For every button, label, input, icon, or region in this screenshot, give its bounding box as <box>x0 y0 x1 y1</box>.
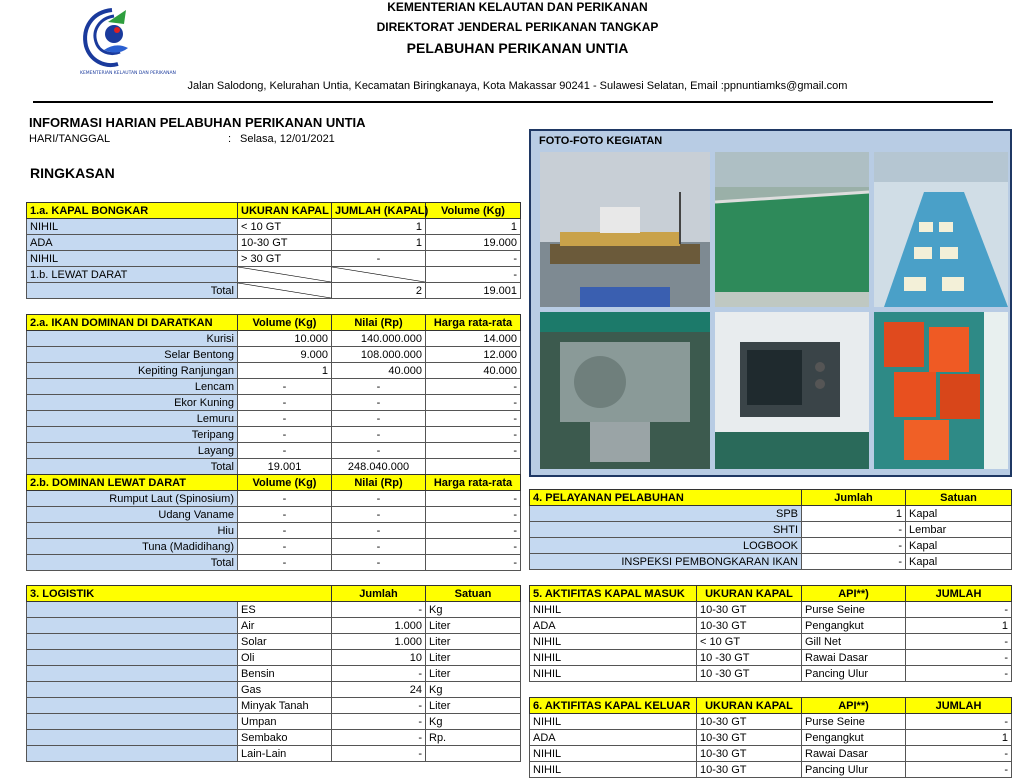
table-cell: < 10 GT <box>697 634 802 650</box>
table-cell: - <box>332 746 426 762</box>
table-cell: 1 <box>332 219 426 235</box>
table-row <box>27 395 521 411</box>
table-row <box>27 443 521 459</box>
table-cell: NIHIL <box>27 251 238 267</box>
table-header-row <box>27 203 521 219</box>
table-cell: Lencam <box>27 379 238 395</box>
header-cell: JUMLAH <box>906 698 1012 714</box>
total-label: Total <box>27 459 238 475</box>
table-cell: NIHIL <box>530 762 697 778</box>
table-cell: 10-30 GT <box>697 714 802 730</box>
table-cell: 40.000 <box>426 363 521 379</box>
table-cell: NIHIL <box>530 746 697 762</box>
table-cell: - <box>332 379 426 395</box>
table-cell: - <box>238 427 332 443</box>
table-cell <box>426 746 521 762</box>
table-cell: 10.000 <box>238 331 332 347</box>
table-cell: Liter <box>426 618 521 634</box>
directorate-name: DIREKTORAT JENDERAL PERIKANAN TANGKAP <box>376 20 659 34</box>
table-row <box>27 602 521 618</box>
table-cell: Kg <box>426 602 521 618</box>
pelayanan-table <box>529 489 1012 570</box>
table-cell: Rawai Dasar <box>802 650 906 666</box>
table-row <box>27 507 521 523</box>
table-cell: - <box>332 602 426 618</box>
diagonal-cell <box>238 267 332 283</box>
table-cell: 1.000 <box>332 634 426 650</box>
blank-cell <box>27 634 238 650</box>
table-cell: - <box>332 251 426 267</box>
table-cell: LOGBOOK <box>530 538 802 554</box>
logo-text: KEMENTERIAN KELAUTAN DAN PERIKANAN <box>80 71 176 76</box>
header-cell: 4. PELAYANAN PELABUHAN <box>530 490 802 506</box>
table-cell: 1.b. LEWAT DARAT <box>27 267 238 283</box>
table-cell: - <box>426 267 521 283</box>
table-row <box>27 331 521 347</box>
header-cell: JUMLAH (KAPAL) <box>332 203 426 219</box>
table-header-row <box>530 698 1012 714</box>
table-cell: Kg <box>426 714 521 730</box>
report-title: INFORMASI HARIAN PELABUHAN PERIKANAN UNTIA <box>29 115 366 130</box>
table-cell <box>426 459 521 475</box>
header-cell: UKURAN KAPAL <box>238 203 332 219</box>
life-jackets-photo-icon <box>874 312 1008 469</box>
table-cell: Purse Seine <box>802 714 906 730</box>
table-cell: 1 <box>906 730 1012 746</box>
kapal-bongkar-table <box>26 202 521 299</box>
table-row <box>530 746 1012 762</box>
table-cell: Solar <box>238 634 332 650</box>
table-cell: Liter <box>426 666 521 682</box>
header-cell: 1.a. KAPAL BONGKAR <box>27 203 238 219</box>
table-cell: INSPEKSI PEMBONGKARAN IKAN <box>530 554 802 570</box>
blank-cell <box>27 602 238 618</box>
table-cell: - <box>802 522 906 538</box>
table-cell: 9.000 <box>238 347 332 363</box>
table-cell: - <box>332 730 426 746</box>
table-row <box>27 267 521 283</box>
table-row <box>27 666 521 682</box>
date-label: HARI/TANGGAL <box>29 133 111 145</box>
fish-finder-photo-icon <box>715 312 869 469</box>
table-cell: - <box>426 491 521 507</box>
total-label: Total <box>27 555 238 571</box>
diagonal-cell <box>332 267 426 283</box>
total-row <box>27 283 521 299</box>
table-cell: Oli <box>238 650 332 666</box>
table-cell: Selar Bentong <box>27 347 238 363</box>
table-header-row <box>27 315 521 331</box>
blank-cell <box>27 618 238 634</box>
ministry-name: KEMENTERIAN KELAUTAN DAN PERIKANAN <box>387 0 648 14</box>
table-cell: Kapal <box>906 538 1012 554</box>
table-row <box>530 650 1012 666</box>
table-row <box>530 618 1012 634</box>
table-cell: - <box>332 507 426 523</box>
table-cell: 19.001 <box>426 283 521 299</box>
table-row <box>27 427 521 443</box>
table-cell: ADA <box>27 235 238 251</box>
header-cell: 2.b. DOMINAN LEWAT DARAT <box>27 475 238 491</box>
table-cell: Pancing Ulur <box>802 666 906 682</box>
table-cell: - <box>906 666 1012 682</box>
table-header-row <box>530 490 1012 506</box>
table-cell: Minyak Tanah <box>238 698 332 714</box>
table-cell: 10-30 GT <box>697 746 802 762</box>
table-cell: - <box>332 427 426 443</box>
table-cell: - <box>238 523 332 539</box>
table-row <box>27 650 521 666</box>
table-cell: Bensin <box>238 666 332 682</box>
dominan-darat-table <box>26 474 521 571</box>
port-name: PELABUHAN PERIKANAN UNTIA <box>406 40 629 56</box>
table-cell: - <box>332 411 426 427</box>
table-cell: - <box>238 491 332 507</box>
table-cell: 40.000 <box>332 363 426 379</box>
table-cell: - <box>906 602 1012 618</box>
table-cell: 10-30 GT <box>697 618 802 634</box>
ikan-dominan-table <box>26 314 521 475</box>
table-cell: < 10 GT <box>238 219 332 235</box>
table-cell: SPB <box>530 506 802 522</box>
table-row <box>530 730 1012 746</box>
table-cell: 248.040.000 <box>332 459 426 475</box>
table-cell: Kapal <box>906 554 1012 570</box>
header-cell: JUMLAH <box>906 586 1012 602</box>
table-cell: Ekor Kuning <box>27 395 238 411</box>
table-cell: Kapal <box>906 506 1012 522</box>
table-header-row <box>27 586 521 602</box>
table-header-row <box>27 475 521 491</box>
logistik-table <box>26 585 521 762</box>
total-row <box>27 459 521 475</box>
table-cell: Lembar <box>906 522 1012 538</box>
table-cell: 10 -30 GT <box>697 650 802 666</box>
table-cell: Pengangkut <box>802 618 906 634</box>
date-value: Selasa, 12/01/2021 <box>240 133 335 145</box>
table-cell: - <box>238 555 332 571</box>
table-row <box>27 539 521 555</box>
table-cell: ES <box>238 602 332 618</box>
blank-cell <box>27 746 238 762</box>
table-cell: - <box>332 395 426 411</box>
photo-panel <box>529 129 1012 477</box>
table-cell: 10-30 GT <box>697 730 802 746</box>
port-address: Jalan Salodong, Kelurahan Untia, Kecamatan Biringkanaya, Kota Makassar 90241 - Sulawesi Selatan, Email :ppnuntiamks@gmail.com <box>187 80 848 92</box>
header-divider <box>33 101 993 103</box>
table-cell: Purse Seine <box>802 602 906 618</box>
table-cell: Liter <box>426 634 521 650</box>
table-cell: 108.000.000 <box>332 347 426 363</box>
header-cell: Harga rata-rata <box>426 315 521 331</box>
table-cell: Rp. <box>426 730 521 746</box>
table-cell: Umpan <box>238 714 332 730</box>
table-cell: - <box>906 714 1012 730</box>
engine-photo-icon <box>540 312 710 469</box>
table-cell: Kurisi <box>27 331 238 347</box>
table-cell: Udang Vaname <box>27 507 238 523</box>
header-cell: Volume (Kg) <box>238 475 332 491</box>
table-row <box>27 491 521 507</box>
table-cell: - <box>332 539 426 555</box>
header-cell: 2.a. IKAN DOMINAN DI DARATKAN <box>27 315 238 331</box>
table-cell: - <box>426 523 521 539</box>
header-cell: Nilai (Rp) <box>332 315 426 331</box>
table-cell: 10-30 GT <box>697 602 802 618</box>
table-cell: - <box>906 746 1012 762</box>
table-row <box>27 379 521 395</box>
table-cell: Liter <box>426 698 521 714</box>
table-cell: - <box>426 539 521 555</box>
table-cell: - <box>802 554 906 570</box>
blank-cell <box>27 650 238 666</box>
diagonal-cell <box>238 283 332 299</box>
blank-cell <box>27 682 238 698</box>
header-cell: UKURAN KAPAL <box>697 586 802 602</box>
table-cell: - <box>426 395 521 411</box>
header-cell: Satuan <box>906 490 1012 506</box>
header-cell: Jumlah <box>802 490 906 506</box>
table-cell: Air <box>238 618 332 634</box>
table-cell: 1 <box>802 506 906 522</box>
blank-cell <box>27 714 238 730</box>
table-row <box>27 363 521 379</box>
table-row <box>27 219 521 235</box>
table-cell: - <box>238 379 332 395</box>
table-cell: ADA <box>530 730 697 746</box>
table-cell: - <box>426 379 521 395</box>
table-cell: 1.000 <box>332 618 426 634</box>
green-cover-photo-icon <box>715 152 869 307</box>
table-row <box>27 682 521 698</box>
table-cell: 1 <box>906 618 1012 634</box>
table-cell: - <box>332 714 426 730</box>
table-row <box>27 523 521 539</box>
header-cell: Volume (Kg) <box>238 315 332 331</box>
header-cell: 5. AKTIFITAS KAPAL MASUK <box>530 586 697 602</box>
photo-panel-title: FOTO-FOTO KEGIATAN <box>539 135 663 147</box>
table-cell: Kg <box>426 682 521 698</box>
summary-heading: RINGKASAN <box>30 165 115 181</box>
table-cell: - <box>238 443 332 459</box>
table-cell: - <box>906 762 1012 778</box>
table-cell: - <box>238 539 332 555</box>
header-cell: Nilai (Rp) <box>332 475 426 491</box>
table-cell: 10 -30 GT <box>697 666 802 682</box>
table-cell: Sembako <box>238 730 332 746</box>
table-row <box>530 634 1012 650</box>
header-cell: Jumlah <box>332 586 426 602</box>
table-cell: Lemuru <box>27 411 238 427</box>
kapal-keluar-table <box>529 697 1012 778</box>
date-separator: : <box>228 133 232 145</box>
table-cell: 19.000 <box>426 235 521 251</box>
table-cell: Pancing Ulur <box>802 762 906 778</box>
blank-cell <box>27 730 238 746</box>
table-cell: - <box>332 555 426 571</box>
table-cell: 10-30 GT <box>697 762 802 778</box>
table-cell: - <box>426 427 521 443</box>
table-row <box>530 666 1012 682</box>
table-cell: - <box>906 634 1012 650</box>
table-header-row <box>530 586 1012 602</box>
header-cell: UKURAN KAPAL <box>697 698 802 714</box>
table-cell: 10-30 GT <box>238 235 332 251</box>
table-cell: Layang <box>27 443 238 459</box>
table-row <box>27 634 521 650</box>
header-cell: API**) <box>802 698 906 714</box>
table-cell: - <box>426 507 521 523</box>
deck-hatches-photo-icon <box>874 152 1008 307</box>
blank-cell <box>27 698 238 714</box>
table-cell: Kepiting Ranjungan <box>27 363 238 379</box>
table-row <box>530 522 1012 538</box>
table-cell: 1 <box>238 363 332 379</box>
total-row <box>27 555 521 571</box>
table-cell: Hiu <box>27 523 238 539</box>
table-cell: Lain-Lain <box>238 746 332 762</box>
table-cell: 19.001 <box>238 459 332 475</box>
table-row <box>530 506 1012 522</box>
table-cell: Gas <box>238 682 332 698</box>
table-cell: - <box>426 251 521 267</box>
table-row <box>27 746 521 762</box>
table-cell: - <box>332 523 426 539</box>
header-cell: Volume (Kg) <box>426 203 521 219</box>
table-row <box>530 602 1012 618</box>
table-cell: - <box>238 507 332 523</box>
table-cell: NIHIL <box>530 714 697 730</box>
header-cell: Satuan <box>426 586 521 602</box>
table-cell: Liter <box>426 650 521 666</box>
table-cell: - <box>426 443 521 459</box>
header-cell: API**) <box>802 586 906 602</box>
table-cell: ADA <box>530 618 697 634</box>
table-cell: Gill Net <box>802 634 906 650</box>
table-row <box>27 730 521 746</box>
table-cell: - <box>332 698 426 714</box>
table-cell: 12.000 <box>426 347 521 363</box>
table-row <box>27 411 521 427</box>
table-cell: - <box>332 666 426 682</box>
table-cell: NIHIL <box>530 634 697 650</box>
table-cell: - <box>238 395 332 411</box>
table-cell: NIHIL <box>27 219 238 235</box>
table-cell: > 30 GT <box>238 251 332 267</box>
table-cell: Teripang <box>27 427 238 443</box>
table-cell: 1 <box>426 219 521 235</box>
table-cell: Tuna (Madidihang) <box>27 539 238 555</box>
table-row <box>27 618 521 634</box>
table-cell: SHTI <box>530 522 802 538</box>
table-cell: NIHIL <box>530 650 697 666</box>
total-label: Total <box>27 283 238 299</box>
table-cell: Rawai Dasar <box>802 746 906 762</box>
table-cell: Pengangkut <box>802 730 906 746</box>
table-cell: - <box>332 491 426 507</box>
table-cell: NIHIL <box>530 666 697 682</box>
table-cell: - <box>426 555 521 571</box>
table-row <box>530 538 1012 554</box>
table-row <box>530 554 1012 570</box>
kapal-masuk-table <box>529 585 1012 682</box>
table-row <box>530 762 1012 778</box>
table-cell: NIHIL <box>530 602 697 618</box>
table-cell: - <box>426 411 521 427</box>
blank-cell <box>27 666 238 682</box>
table-cell: 24 <box>332 682 426 698</box>
table-cell: - <box>332 443 426 459</box>
header-cell: 3. LOGISTIK <box>27 586 332 602</box>
table-row <box>27 251 521 267</box>
table-row <box>27 698 521 714</box>
table-cell: - <box>906 650 1012 666</box>
table-cell: 2 <box>332 283 426 299</box>
table-cell: 140.000.000 <box>332 331 426 347</box>
table-row <box>530 714 1012 730</box>
table-row <box>27 347 521 363</box>
table-row <box>27 235 521 251</box>
table-cell: 10 <box>332 650 426 666</box>
header-cell: Harga rata-rata <box>426 475 521 491</box>
table-cell: 14.000 <box>426 331 521 347</box>
table-cell: - <box>802 538 906 554</box>
table-cell: Rumput Laut (Spinosium) <box>27 491 238 507</box>
table-cell: - <box>238 411 332 427</box>
boat-photo-icon <box>540 152 710 307</box>
table-cell: 1 <box>332 235 426 251</box>
table-row <box>27 714 521 730</box>
header-cell: 6. AKTIFITAS KAPAL KELUAR <box>530 698 697 714</box>
